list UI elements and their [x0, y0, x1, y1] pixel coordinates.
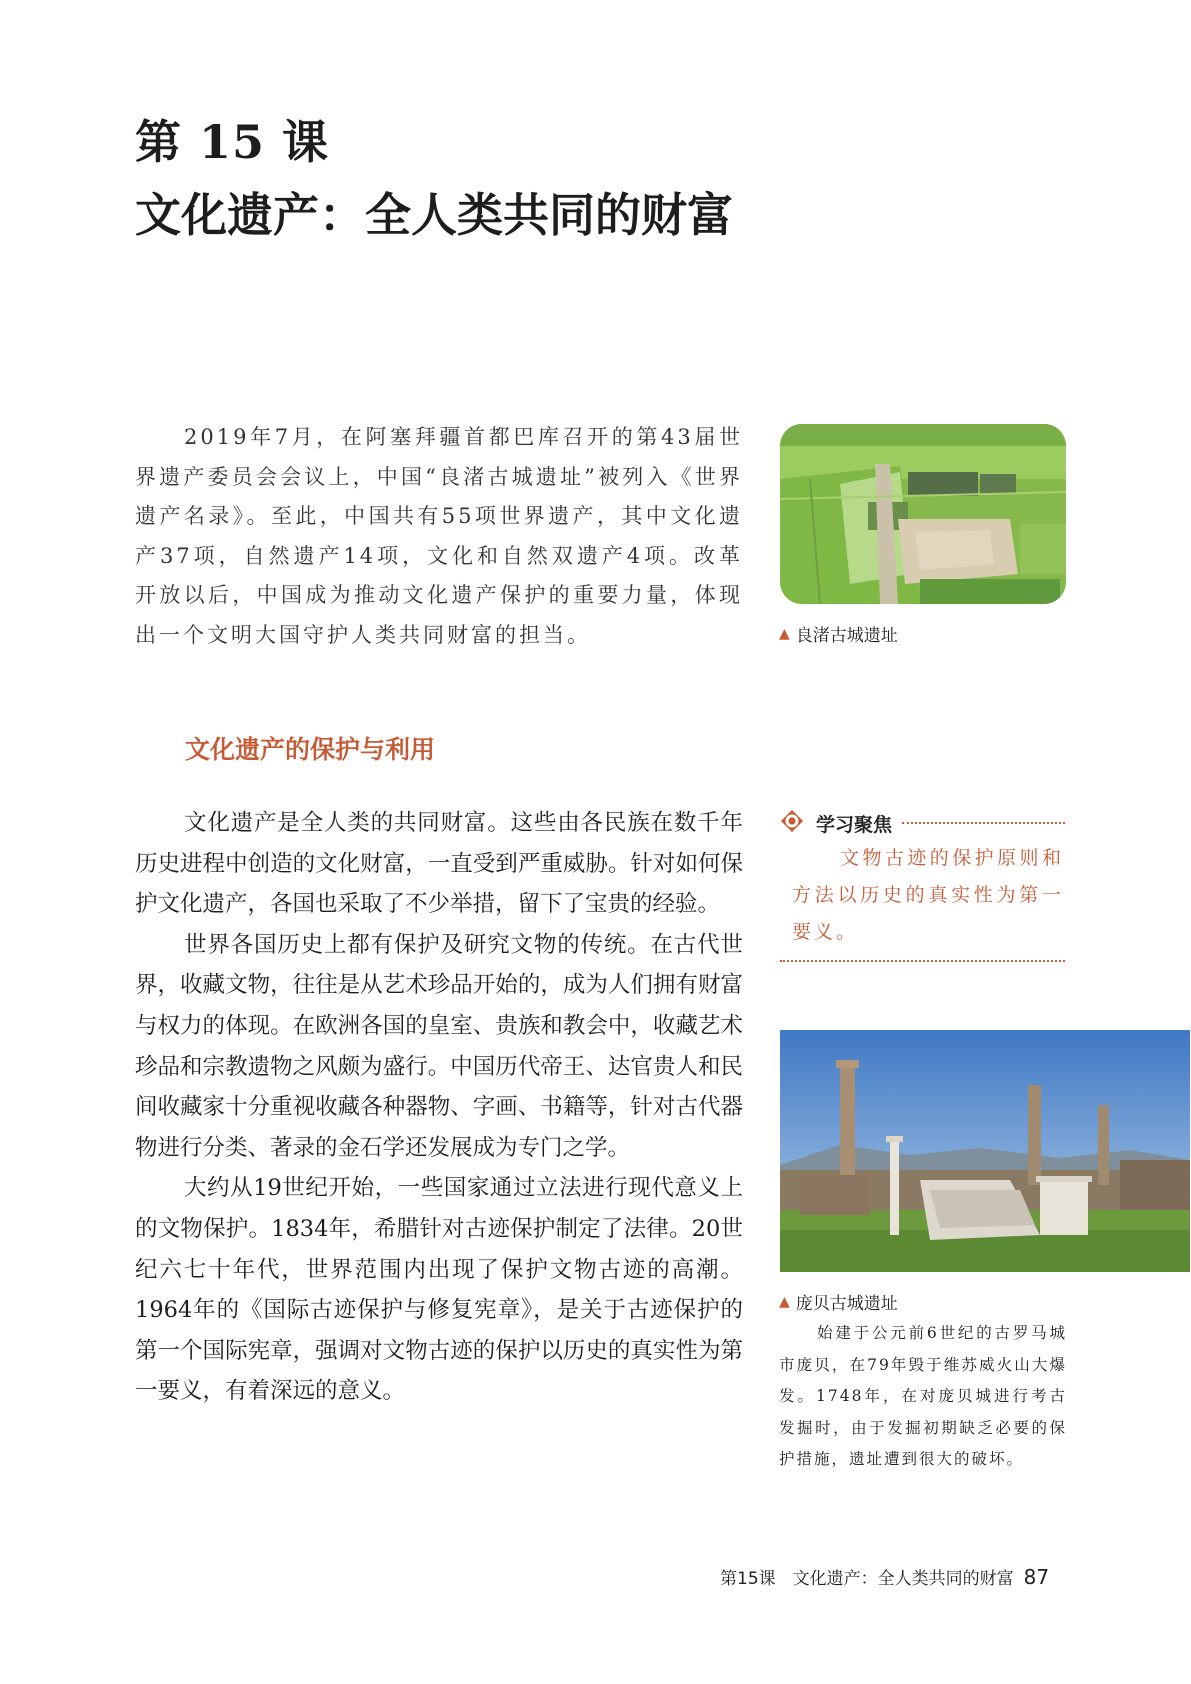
page-footer: [720, 1564, 1049, 1589]
caption-triangle-icon: ▲: [779, 1293, 790, 1310]
pompeii-description: 始建于公元前6世纪的古罗马城市庞贝，在79年毁于维苏威火山大爆发。1748年，在对庞贝城进行考古发掘时，由于发掘初期缺乏必要的保护措施，遗址遭到很大的破坏。: [779, 1324, 1067, 1468]
body-text: [135, 803, 743, 1412]
liangzhu-caption-text: 良渚古城遗址: [795, 626, 898, 646]
focus-target-icon: [780, 809, 804, 837]
section-heading: 文化遗产的保护与利用: [185, 735, 436, 764]
pompeii-caption: [779, 1289, 898, 1314]
caption-triangle-icon: ▲: [779, 625, 790, 642]
lesson-number: 第 15 课: [135, 115, 330, 169]
page-number: 87: [1023, 1565, 1050, 1589]
lesson-title: 文化遗产：全人类共同的财富: [135, 188, 733, 242]
focus-divider: [902, 822, 1065, 824]
pompeii-caption-text: 庞贝古城遗址: [795, 1294, 898, 1314]
focus-bottom-divider: [780, 960, 1065, 962]
study-focus-label: 学习聚焦: [816, 813, 893, 836]
body-paragraph: 大约从19世纪开始，一些国家通过立法进行现代意义上的文物保护。1834年，希腊针对古迹保护制定了法律。20世纪六七十年代，世界范围内出现了保护文物古迹的高潮。1964年的《国际古迹保护与修复宪章》，是关于古迹保护的第一个国际宪章，强调对文物古迹的保护以历史的真实性为第一要义，有着深远的意义。: [135, 1175, 743, 1405]
body-paragraph: 文化遗产是全人类的共同财富。这些由各民族在数千年历史进程中创造的文化财富，一直受到严重威胁。针对如何保护文化遗产，各国也采取了不少举措，留下了宝贵的经验。: [135, 810, 743, 918]
body-paragraph: 世界各国历史上都有保护及研究文物的传统。在古代世界，收藏文物，往往是从艺术珍品开始的，成为人们拥有财富与权力的体现。在欧洲各国的皇室、贵族和教会中，收藏艺术珍品和宗教遗物之风颇为盛行。中国历代帝王、达官贵人和民间收藏家十分重视收藏各种器物、字画、书籍等，针对古代器物进行分类、著录的金石学还发展成为专门之学。: [135, 931, 743, 1161]
study-focus-text: 文物古迹的保护原则和方法以历史的真实性为第一要义。: [792, 847, 1064, 943]
intro-paragraph: 2019年7月，在阿塞拜疆首都巴库召开的第43届世界遗产委员会会议上，中国“良渚古城遗址”被列入《世界遗产名录》。至此，中国共有55项世界遗产，其中文化遗产37项，自然遗产14项，文化和自然双遗产4项。改革开放以后，中国成为推动文化遗产保护的重要力量，体现出一个文明大国守护人类共同财富的担当。: [135, 425, 743, 647]
running-title: 第15课 文化遗产：全人类共同的财富: [720, 1569, 1014, 1589]
liangzhu-caption: [779, 621, 898, 646]
liangzhu-site-photo: [780, 424, 1066, 604]
study-focus-header: [780, 809, 1065, 837]
pompeii-site-photo: [780, 1030, 1190, 1272]
